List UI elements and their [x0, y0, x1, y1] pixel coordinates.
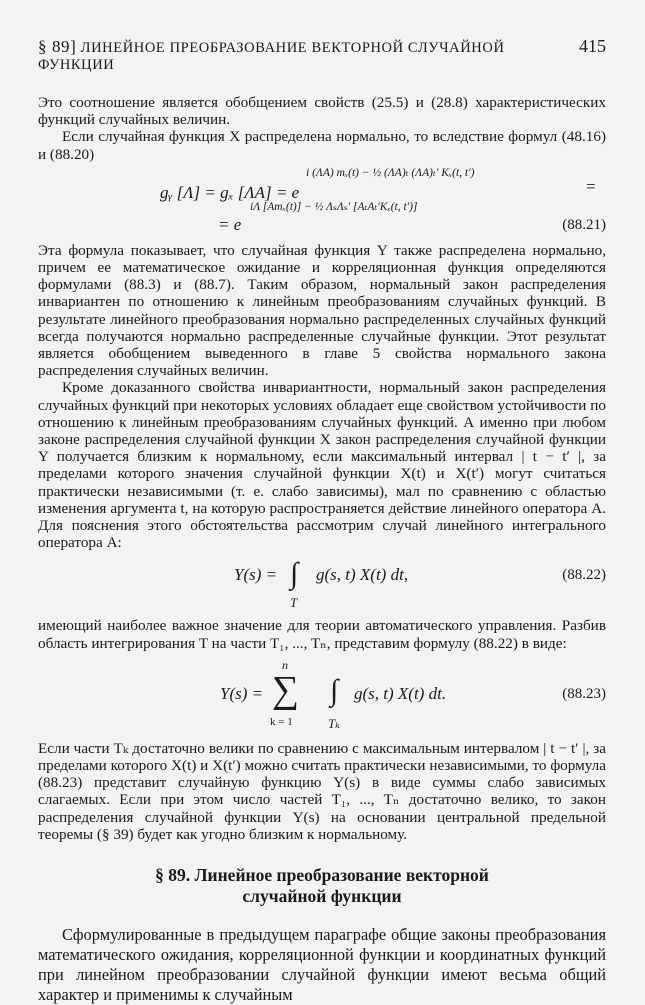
section-heading-line1: § 89. Линейное преобразование векторной — [155, 865, 489, 886]
section-heading — [38, 865, 606, 907]
formula-88-23-left: Y(s) = — [220, 683, 264, 703]
formula-88-21 — [38, 165, 606, 239]
formula-88-21-line2: = e — [218, 214, 242, 234]
formula-88-22-right: g(s, t) X(t) dt, — [316, 565, 409, 585]
header-section: § 89] — [38, 37, 77, 56]
paragraph-4: Кроме доказанного свойства инвариантности, нормальный закон распределения случайных функций при некоторых условиях обладает еще свойством устойчивости по отношению к линейным преобразованиям случайных функций. А именно при любом законе распределения случайной функции X закон распределения случайной функции Y получается близким к нормальному, если максимальный интервал | t − t′ |, за пределами которого значения случайной функции X(t) и X(t′) могут считаться практически независимыми (т. е. слабо зависимы), мал по сравнению с областью изменения аргумента t, на которую распространяется действие линейного оператора A. Для пояснения этого обстоятельства рассмотрим случай линейного интегрального оператора A: — [38, 379, 606, 552]
paragraph-2: Если случайная функция X распределена нормально, то вследствие формул (48.16) и (88.20) — [38, 128, 606, 163]
formula-88-22-number: (88.22) — [562, 567, 606, 584]
formula-88-21-exponent2: iΛ [Amₓ(t)] − ½ ΛₛΛₛ′ [AₜAₜ′Kₓ(t, t′)] — [250, 200, 418, 213]
header-title: ЛИНЕЙНОЕ ПРЕОБРАЗОВАНИЕ ВЕКТОРНОЙ СЛУЧАЙНОЙ ФУНКЦИИ — [38, 40, 505, 73]
formula-88-23-sum-sign: ∑ — [272, 668, 300, 711]
formula-88-22 — [38, 555, 606, 611]
formula-88-21-equals: = — [586, 176, 596, 196]
section-heading-line2: случайной функции — [242, 886, 402, 907]
formula-88-22-left: Y(s) = — [234, 565, 278, 585]
paragraph-7: Сформулированные в предыдущем параграфе общие законы преобразования математического ожидания, корреляционной функции и координатных функций при линейном преобразовании случайной функции имеют весьма общий характер и применимы к случайным — [38, 925, 606, 1005]
formula-88-23-right: g(s, t) X(t) dt. — [354, 683, 447, 703]
running-header-title — [38, 37, 579, 74]
formula-88-21-exponent1: i (ΛA) mₓ(t) − ½ (ΛA)ₜ (ΛA)ₜ′ Kₓ(t, t′) — [306, 166, 475, 179]
formula-88-22-limit: T — [290, 595, 298, 611]
paragraph-5: имеющий наиболее важное значение для теории автоматического управления. Разбив область интегрирования T на части T₁, ..., Tₙ, представим формулу (88.22) в виде: — [38, 617, 606, 652]
formula-88-23-number: (88.23) — [562, 685, 606, 702]
page-number: 415 — [579, 36, 606, 56]
formula-88-21-line1: gᵧ [Λ] = gₓ [ΛA] = e — [160, 182, 300, 202]
formula-88-23-integral-sign: ∫ — [330, 673, 339, 707]
formula-88-23-integral-limit: Tₖ — [328, 715, 340, 731]
formula-88-21-number: (88.21) — [562, 216, 606, 233]
formula-88-23-sum-lower: k = 1 — [270, 715, 293, 728]
book-page — [38, 36, 606, 1005]
formula-88-23 — [38, 658, 606, 736]
running-header — [38, 36, 606, 74]
paragraph-6: Если части Tₖ достаточно велики по сравнению с максимальным интервалом | t − t′ |, за пределами которого X(t) и X(t′) можно считать практически независимыми, то формула (88.23) представит случайную функцию Y(s) в виде суммы слабо зависимых слагаемых. Если при этом число частей T₁, ..., Tₙ достаточно велико, то закон распределения случайной функции Y(s) на основании центральной предельной теоремы (§ 39) будет как угодно близким к нормальному. — [38, 739, 606, 843]
formula-88-22-integral-sign: ∫ — [290, 557, 299, 591]
formula-88-23-sum-upper: n — [282, 657, 288, 672]
paragraph-1: Это соотношение является обобщением свойств (25.5) и (28.8) характеристических функций случайных величин. — [38, 94, 606, 129]
paragraph-3: Эта формула показывает, что случайная функция Y также распределена нормально, причем ее математическое ожидание и корреляционная функция определяются формулами (88.3) и (88.7). Таким образом, нормальный закон распределения инвариантен по отношению к линейным преобразованиям случайных функций. В результате линейного преобразования нормально распределенных случайных функций всегда получаются нормально распределенные случайные функции. Этот результат является обобщением выведенного в главе 5 свойства нормального закона распределения случайных величин. — [38, 241, 606, 380]
